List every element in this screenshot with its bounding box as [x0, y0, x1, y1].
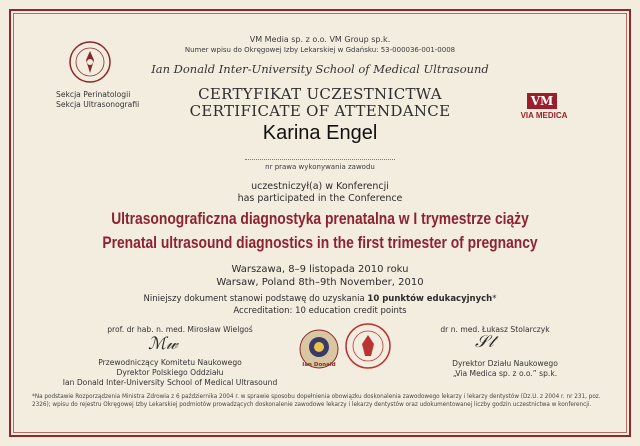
registration-line: Numer wpisu do Okręgowej Izby Lekarskiej w Gdańsku: 53-000036-001-0008 [184, 46, 456, 54]
points-pl-suffix: * [492, 294, 497, 304]
university-seal-icon [344, 322, 392, 370]
place-date-pl: Warszawa, 8–9 listopada 2010 roku [231, 264, 409, 275]
org-line: VM Media sp. z o.o. VM Group sp.k. [249, 35, 391, 44]
title-en: CERTIFICATE OF ATTENDANCE [189, 102, 451, 120]
right-signatory-role2: „Via Medica sp. z o.o.” sp.k. [452, 369, 558, 378]
license-label: nr prawa wykonywania zawodu [265, 163, 375, 171]
title-pl: CERTYFIKAT UCZESTNICTWA [198, 85, 442, 103]
left-signatory-name: prof. dr hab. n. med. Mirosław Wielgoś [107, 325, 253, 334]
ian-donald-seal-label: Ian Donald [302, 362, 336, 368]
participated-en: has participated in the Conference [237, 193, 403, 204]
left-signatory-role1: Przewodniczący Komitetu Naukowego [98, 358, 242, 367]
points-pl-bold: 10 punktów edukacyjnych [367, 294, 493, 304]
right-signature: 𝒮𝓉 [475, 332, 494, 352]
via-medica-name: VIA MEDICA [520, 111, 568, 120]
recipient-name: Karina Engel [262, 122, 378, 144]
points-pl-prefix: Niniejszy dokument stanowi podstawę do uzyskania [143, 294, 368, 304]
conference-title-pl: Ultrasonograficzna diagnostyka prenatalna w I trymestrze ciąży [111, 210, 529, 228]
right-signatory-role1: Dyrektor Działu Naukowego [452, 359, 558, 368]
points-en: Accreditation: 10 education credit points [233, 306, 407, 316]
license-dotted-line [245, 159, 395, 160]
footnote: *Na podstawie Rozporządzenia Ministra Zdrowia z 6 października 2004 r. w sprawie sposobu dopełnienia obowiązku doskonalenia zawodowego lekarzy i lekarzy dentystów (Dz.U. z 2004 r. nr 231, poz. 2326); wpisu do rejestru Okręgowej Izby Lekarskiej podmiotów prowadzących doskonalenie zawodowe lekarzy i lekarzy dentystów oraz udokumentowanej liczby godzin uczestnictwa w konferencji. [32, 394, 601, 408]
left-signatory-role3: Ian Donald Inter-University School of Medical Ultrasound [62, 378, 278, 387]
conference-title-en: Prenatal ultrasound diagnostics in the first trimester of pregnancy [102, 234, 538, 252]
points-pl [0, 294, 640, 304]
participated-pl: uczestniczył(a) w Konferencji [251, 181, 389, 192]
via-medica-logo: VM [527, 93, 557, 109]
left-signatory-role2: Dyrektor Polskiego Oddziału [116, 368, 224, 377]
logo-section-ultrasonography: Sekcja Ultrasonografii [56, 100, 140, 109]
logo-section-perinatology: Sekcja Perinatologii [56, 90, 131, 99]
place-date-en: Warsaw, Poland 8th–9th November, 2010 [216, 277, 424, 288]
school-name: Ian Donald Inter-University School of Medical Ultrasound [151, 62, 489, 76]
left-signature: ℳ𝓌 [148, 334, 178, 354]
right-signatory-name: dr n. med. Łukasz Stolarczyk [440, 325, 550, 334]
